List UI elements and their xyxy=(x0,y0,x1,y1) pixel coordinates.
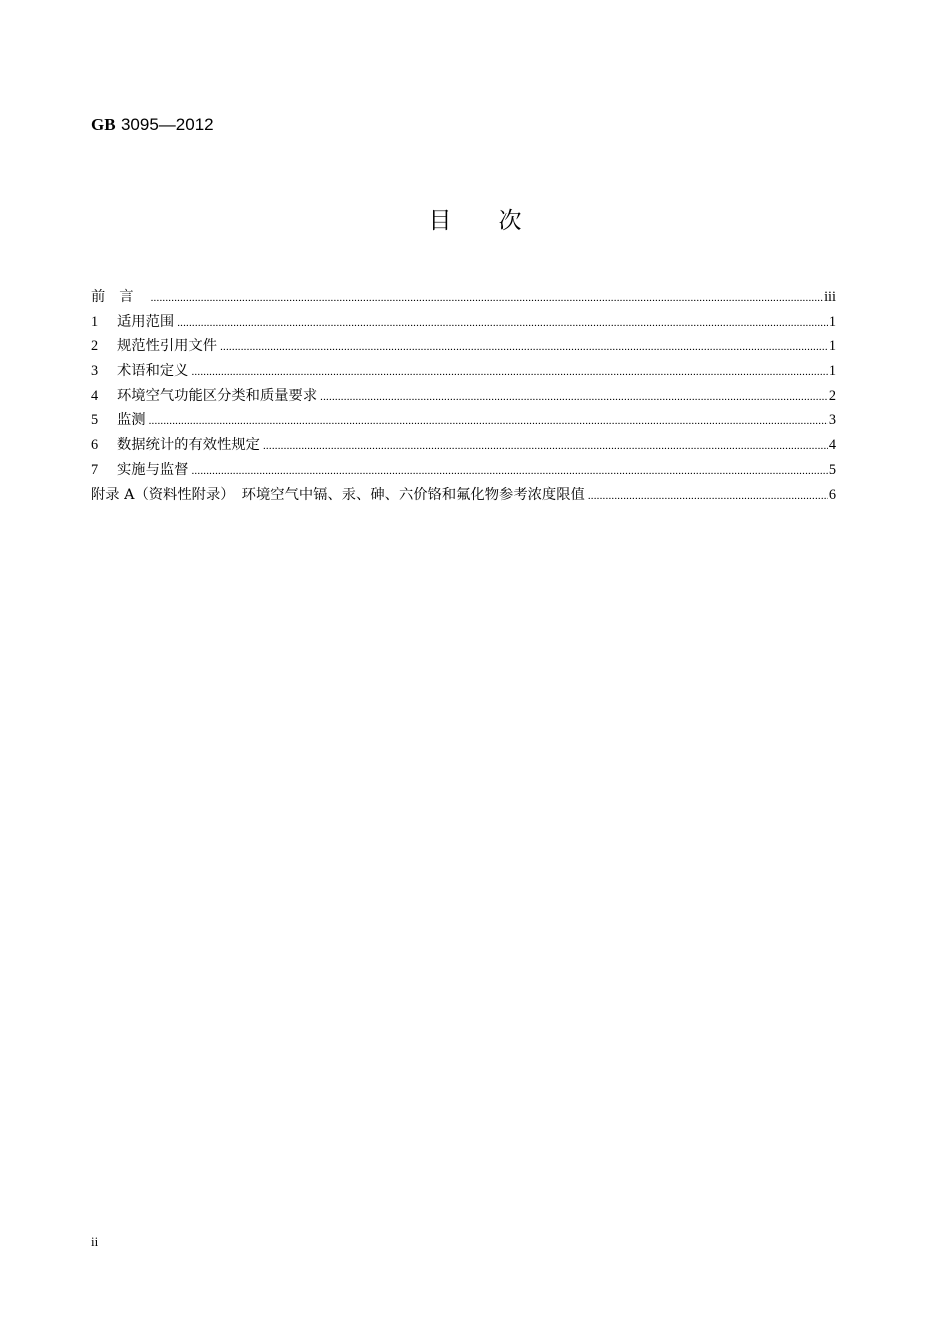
toc-entry-label: 适用范围 xyxy=(117,313,175,330)
toc-entry-foreword[interactable] xyxy=(91,286,836,311)
toc-leader-dots xyxy=(220,336,828,358)
toc-leader-dots xyxy=(149,410,828,432)
toc-entry-1[interactable] xyxy=(91,311,836,336)
toc-leader-dots xyxy=(151,287,823,309)
toc-entry-6[interactable] xyxy=(91,434,836,459)
toc-entry-number: 7 xyxy=(91,461,99,478)
toc-leader-dots xyxy=(320,386,828,408)
toc-entry-label: 实施与监督 xyxy=(117,461,189,478)
toc-entry-label: 前言 xyxy=(91,289,148,305)
toc-entry-number: 2 xyxy=(91,338,99,355)
toc-entry-label: 数据统计的有效性规定 xyxy=(117,437,260,454)
toc-entry-number: 6 xyxy=(91,437,99,454)
toc-entry-page: iii xyxy=(824,289,836,305)
standard-number xyxy=(91,115,214,135)
table-of-contents xyxy=(91,286,836,508)
toc-entry-3[interactable] xyxy=(91,360,836,385)
page-number: ii xyxy=(91,1234,99,1249)
toc-entry-7[interactable] xyxy=(91,459,836,484)
toc-entry-page: 1 xyxy=(828,338,836,355)
standard-code: 3095—2012 xyxy=(120,115,214,134)
standard-prefix: GB xyxy=(91,115,116,134)
toc-entry-number: 1 xyxy=(91,313,99,330)
toc-entry-label: 监测 xyxy=(117,412,146,429)
toc-entry-page: 1 xyxy=(828,363,836,380)
toc-leader-dots xyxy=(191,361,827,383)
toc-entry-page: 1 xyxy=(828,313,836,330)
toc-entry-number: 5 xyxy=(91,412,99,429)
toc-leader-dots xyxy=(177,312,828,334)
toc-entry-page: 6 xyxy=(828,486,836,503)
toc-entry-page: 3 xyxy=(828,412,836,429)
toc-entry-label: 环境空气功能区分类和质量要求 xyxy=(117,387,318,404)
toc-leader-dots xyxy=(191,460,827,482)
toc-entry-4[interactable] xyxy=(91,385,836,410)
toc-entry-label: 附录 A（资料性附录） 环境空气中镉、汞、砷、六价铬和氟化物参考浓度限值 xyxy=(91,486,585,503)
toc-entry-2[interactable] xyxy=(91,335,836,360)
toc-entry-label: 术语和定义 xyxy=(117,363,189,380)
toc-entry-5[interactable] xyxy=(91,409,836,434)
toc-leader-dots xyxy=(263,435,828,457)
toc-entry-number: 4 xyxy=(91,387,99,404)
toc-entry-appendix-a[interactable] xyxy=(91,484,836,509)
toc-entry-page: 2 xyxy=(828,387,836,404)
toc-entry-label: 规范性引用文件 xyxy=(117,338,218,355)
page-title: 目次 xyxy=(428,208,569,234)
toc-leader-dots xyxy=(588,485,828,507)
toc-entry-page: 4 xyxy=(828,437,836,454)
toc-entry-page: 5 xyxy=(828,461,836,478)
toc-entry-number: 3 xyxy=(91,363,99,380)
